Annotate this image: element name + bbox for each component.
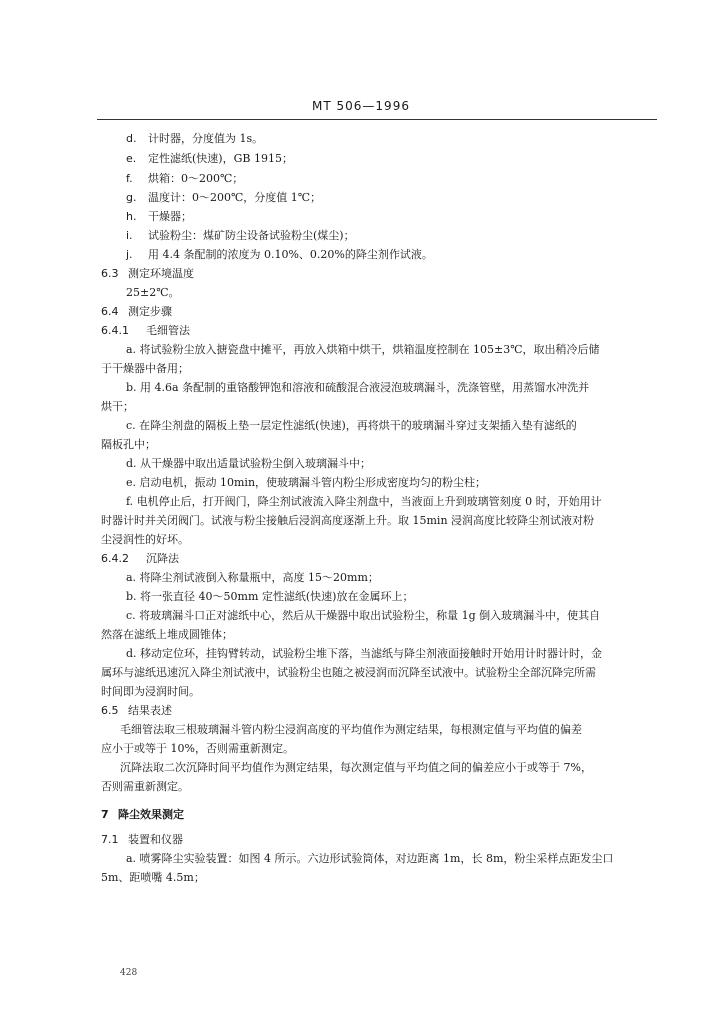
- paragraph: a. 喷雾降尘实验装置：如图 4 所示。六边形试验筒体，对边距离 1m，长 8m，粉尘采样点距发尘口: [126, 852, 614, 865]
- item-label: i.: [126, 229, 133, 242]
- item-label: e.: [126, 152, 137, 165]
- section-number: 6.4: [101, 305, 119, 318]
- paragraph: 尘浸润性的好坏。: [101, 533, 189, 546]
- section-number: 7.1: [101, 833, 119, 846]
- paragraph: 5m、距喷嘴 4.5m；: [101, 871, 205, 884]
- paragraph: 烘干；: [101, 400, 134, 413]
- paragraph: 否则需重新测定。: [101, 780, 189, 793]
- section-number: 6.5: [101, 704, 119, 717]
- section-number: 6.4.2: [101, 552, 129, 565]
- paragraph: 隔板孔中；: [101, 438, 156, 451]
- item-text: 定性滤纸(快速)，GB 1915；: [148, 152, 293, 165]
- paragraph: e. 启动电机，振动 10min，使玻璃漏斗管内粉尘形成密度均匀的粉尘柱；: [126, 476, 487, 489]
- section-title: 装置和仪器: [128, 833, 183, 846]
- paragraph: a. 将试验粉尘放入搪瓷盘中摊平，再放入烘箱中烘干，烘箱温度控制在 105±3℃，取出稍冷后储: [126, 343, 600, 356]
- section-title: 测定环境温度: [128, 267, 194, 280]
- paragraph: 属环与滤纸迅速沉入降尘剂试液中，试验粉尘也随之被浸润而沉降至试液中。试验粉尘全部沉降完所需: [101, 666, 596, 679]
- item-label: d.: [126, 132, 137, 145]
- paragraph: c. 将玻璃漏斗口正对滤纸中心，然后从干燥器中取出试验粉尘，称量 1g 倒入玻璃漏斗中，使其自: [126, 609, 601, 622]
- paragraph: 然落在滤纸上堆成圆锥体；: [101, 628, 233, 641]
- paragraph: 毛细管法取三根玻璃漏斗管内粉尘浸润高度的平均值作为测定结果，每根测定值与平均值的偏差: [120, 723, 582, 736]
- paragraph: 时器计时并关闭阀门。试液与粉尘接触后浸润高度逐渐上升。取 15min 浸润高度比较降尘剂试液对粉: [101, 514, 595, 527]
- item-label: g.: [126, 191, 137, 204]
- paragraph: b. 用 4.6a 条配制的重铬酸钾饱和溶液和硫酸混合液浸泡玻璃漏斗，洗涤管壁，用蒸馏水冲洗并: [126, 381, 590, 394]
- paragraph: 时间即为浸润时间。: [101, 685, 200, 698]
- paragraph: d. 移动定位环，挂钩臂转动，试验粉尘堆下落，当滤纸与降尘剂液面接触时开始用计时器计时，金: [126, 647, 603, 660]
- paragraph: f. 电机停止后，打开阀门，降尘剂试液流入降尘剂盘中，当液面上升到玻璃管刻度 0 时，开始用计: [126, 495, 602, 508]
- paragraph: b. 将一张直径 40～50mm 定性滤纸(快速)放在金属环上；: [126, 590, 414, 603]
- item-text: 计时器，分度值为 1s。: [148, 132, 264, 145]
- section-title: 毛细管法: [146, 324, 190, 337]
- section-number: 6.3: [101, 267, 119, 280]
- section-number: 7: [101, 808, 109, 821]
- paragraph: 应小于或等于 10%，否则需重新测定。: [101, 742, 294, 755]
- standard-code: MT 506—1996: [312, 99, 410, 113]
- paragraph: a. 将降尘剂试液倒入称量瓶中，高度 15～20mm；: [126, 571, 379, 584]
- item-label: h.: [126, 210, 137, 223]
- paragraph: d. 从干燥器中取出适量试验粉尘倒入玻璃漏斗中；: [126, 457, 372, 470]
- section-title: 测定步骤: [128, 305, 172, 318]
- paragraph: 沉降法取二次沉降时间平均值作为测定结果，每次测定值与平均值之间的偏差应小于或等于 7%，: [120, 761, 592, 774]
- paragraph: 于干燥器中备用；: [101, 362, 189, 375]
- item-label: f.: [126, 172, 133, 185]
- section-title: 降尘效果测定: [118, 808, 184, 821]
- page-number: 428: [120, 968, 138, 978]
- section-number: 6.4.1: [101, 324, 129, 337]
- paragraph: c. 在降尘剂盘的隔板上垫一层定性滤纸(快速)，再将烘干的玻璃漏斗穿过支架插入垫有滤纸的: [126, 419, 577, 432]
- header-rule: [97, 119, 657, 120]
- item-label: j.: [126, 248, 133, 261]
- item-text: 温度计：0～200℃，分度值 1℃；: [148, 191, 322, 204]
- paragraph: 25±2℃。: [126, 286, 180, 299]
- section-title: 结果表述: [128, 704, 172, 717]
- item-text: 试验粉尘：煤矿防尘设备试验粉尘(煤尘)；: [148, 229, 355, 242]
- item-text: 干燥器；: [148, 210, 192, 223]
- item-text: 用 4.4 条配制的浓度为 0.10%、0.20%的降尘剂作试液。: [148, 248, 433, 261]
- item-text: 烘箱：0～200℃；: [148, 172, 244, 185]
- section-title: 沉降法: [146, 552, 179, 565]
